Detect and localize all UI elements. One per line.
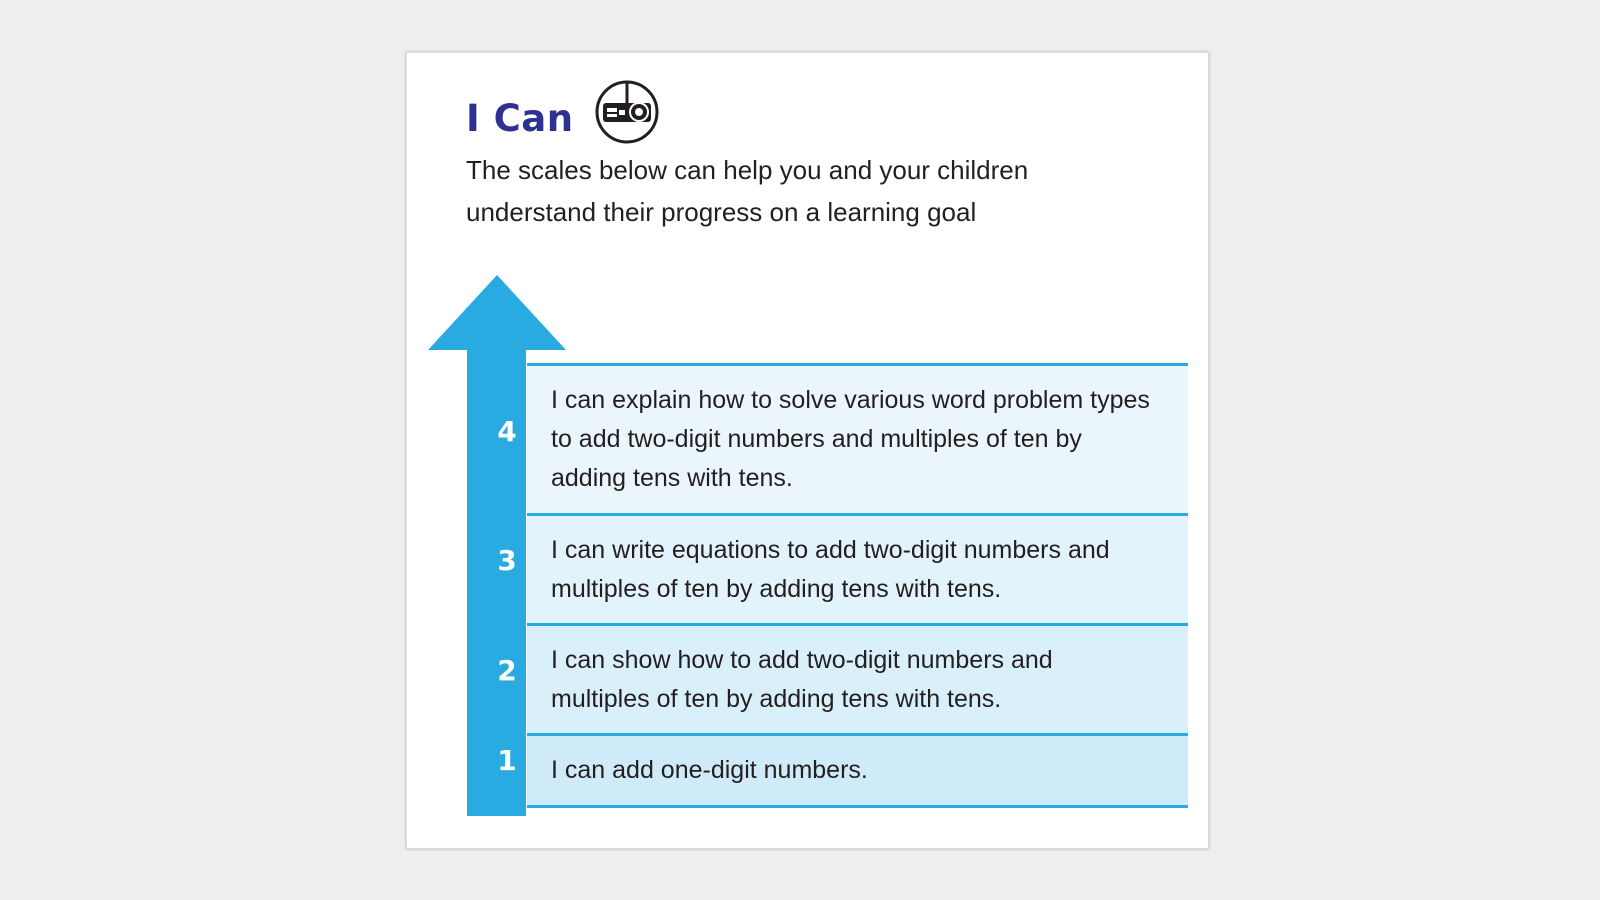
i-can-card (406, 52, 1209, 849)
level-2-text: I can show how to add two-digit numbers and multiples of ten by adding tens with tens. (551, 645, 1053, 713)
scale-table (527, 363, 1188, 818)
level-row-2 (527, 623, 1188, 733)
page-title: I Can (466, 96, 574, 140)
level-row-3 (527, 513, 1188, 623)
level-number-3: 3 (497, 544, 517, 577)
level-3-text: I can write equations to add two-digit numbers and multiples of ten by adding tens with tens. (551, 535, 1110, 603)
level-number-2: 2 (497, 654, 517, 687)
heading-row (466, 77, 660, 147)
level-4-text: I can explain how to solve various word problem types to add two-digit numbers and multiples of ten by adding tens with tens. (551, 386, 1150, 492)
level-1-text: I can add one-digit numbers. (551, 756, 868, 784)
projector-icon (594, 79, 660, 145)
level-row-1 (527, 733, 1188, 808)
intro-text: The scales below can help you and your children understand their progress on a learning goal (466, 155, 1029, 227)
level-number-4: 4 (497, 415, 517, 448)
level-row-4 (527, 363, 1188, 513)
level-number-1: 1 (497, 744, 517, 777)
